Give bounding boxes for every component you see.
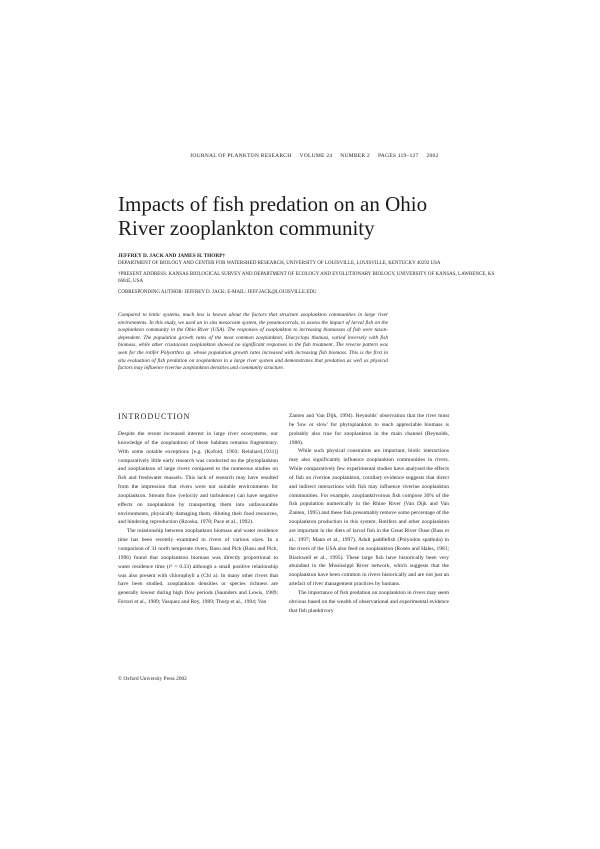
journal-header: [190, 151, 439, 161]
right-column: [289, 412, 449, 615]
copyright-notice: © Oxford University Press 2002: [118, 676, 187, 682]
journal-year: 2002: [426, 153, 439, 159]
corresponding-author: CORRESPONDING AUTHOR: JEFFREY D. JACK; E-MAIL: JEFF.JACK@LOUISVILLE.EDU: [118, 290, 317, 295]
paragraph: While such physical constraints are important, biotic interactions may also significantly influence zooplankton communities in rivers. While comparatively few experimental studies have analysed the effects of fish on riverine zooplankton, corollary evidence suggests that direct and indirect interactions with fish may influence riverine zooplankton communities. For example, zooplanktivorous fish compose 30% of the fish population numerically in the Rhine River (Van Dijk and Van Zanten, 1995) and these fish presumably remove some percentage of the zooplankton production in this system. Rotifers and other zooplankton are important in the diets of larval fish in the Great River Ouse (Bass et al., 1997; Mann et al., 1997). Adult paddlefish (Polyodon spathula) in the rivers of the USA also feed on zooplankton (Rosen and Hales, 1981; Blackwell et al., 1995). These large fish have historically been very abundant in the Mississippi River network, which suggests that the zooplankton have been common in rivers historically and are not just an artefact of river management practices by humans.: [289, 448, 449, 588]
left-column: [118, 412, 278, 607]
journal-name: JOURNAL OF PLANKTON RESEARCH: [190, 153, 292, 159]
author-affiliation: DEPARTMENT OF BIOLOGY AND CENTER FOR WATERSHED RESEARCH, UNIVERSITY OF LOUISVILLE, LOUISVILLE, KENTUCKY 40292 USA: [118, 261, 441, 266]
author-block: [118, 253, 498, 296]
author-names: JEFFREY D. JACK AND JAMES H. THORP†: [118, 253, 226, 259]
section-heading: INTRODUCTION: [118, 412, 191, 421]
paragraph: Despite the recent increased interest in large river ecosystems, our knowledge of the zooplankton of these habitats remains fragmentary. With some notable exceptions [e.g. (Kofoid, 1903; Reinhard,1931)] comparatively little early research was conducted on the phytoplankton and zooplankton of large rivers compared to the numerous studies on fish and freshwater mussels. This lack of research may have resulted from the impression that rivers were not suitable environments for zooplankton. Stream flow (velocity and turbulence) can have negative effects on zooplankton by transporting them into unfavourable environments, physically damaging them, diluting their food resources, and hindering reproduction (Rzoska, 1978; Pace et al., 1992).: [118, 431, 278, 526]
paragraph: Zanten and Van Dijk, 1994). Reynolds' observation that the river must be 'low or slow' for phytoplankton to reach appreciable biomass is probably also true for zooplankton in the main channel (Reynolds, 1988).: [289, 413, 449, 446]
journal-volume: VOLUME 24: [299, 153, 333, 159]
paragraph: The importance of fish predation on zooplankton in rivers may seem obvious based on the wealth of observational and experimental evidence that fish planktivory: [289, 589, 449, 614]
paragraph: The relationship between zooplankton biomass and water residence time has been recently examined in rivers of various sizes. In a comparison of 31 north temperate rivers, Basu and Pick (Basu and Pick, 1996) found that zooplankton biomass was directly proportional to water residence time (r² = 0.33) although a small positive relationship was also present with chlorophyll a (Chl a). In many other rivers that have been studied, zooplankton densities or species richness are generally lowest during high flow periods (Saunders and Lewis, 1989; Ferrari et al., 1989; Vasquez and Rey, 1989; Thorp et al., 1994; Van: [118, 528, 278, 606]
journal-pages: PAGES 119–127: [377, 153, 419, 159]
abstract: Compared to lentic systems, much less is known about the factors that structure zooplankton communities in large river environments. In this study, we used an in situ mesocosm system, the potamocorrals, to assess the impact of larval fish on the zooplankton community in the Ohio River (USA). The responses of zooplankton to increasing biomasses of fish were taxon-dependent. The population growth rates of the most common zooplankton, Diacyclops thomasi, varied inversely with fish biomass, while other crustacean zooplankton showed no significant responses to the fish treatment. The reverse pattern was seen for the rotifer Polyarthra sp. whose population growth rates increased with increasing fish biomass. This is the first in situ evaluation of fish predation on zooplankton in a large river system and demonstrates that predation as well as physical factors may influence riverine zooplankton densities and community structure.: [118, 312, 388, 372]
article-title: Impacts of fish predation on an Ohio River zooplankton community: [118, 192, 428, 241]
journal-number: NUMBER 2: [340, 153, 370, 159]
present-address: †PRESENT ADDRESS: KANSAS BIOLOGICAL SURVEY AND DEPARTMENT OF ECOLOGY AND EVOLUTIONARY BIOLOGY, UNIVERSITY OF KANSAS, LAWRENCE, KS 66045, USA: [118, 272, 495, 284]
